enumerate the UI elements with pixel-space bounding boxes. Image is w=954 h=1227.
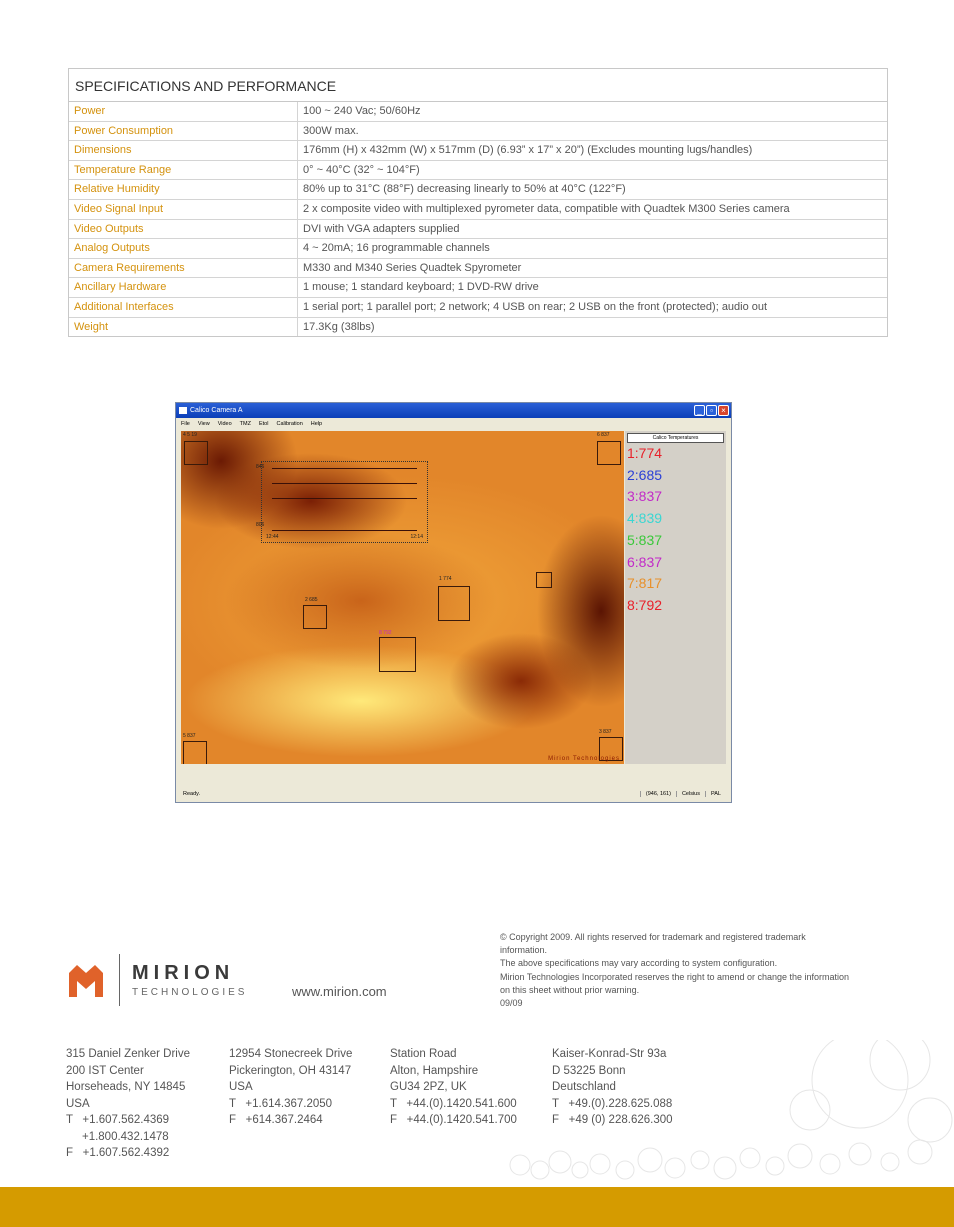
spec-label: Dimensions: [69, 141, 298, 160]
copyright-block: [500, 931, 850, 1010]
app-icon: [179, 407, 187, 414]
status-coords: (946, 161): [640, 791, 676, 797]
temperature-list: [625, 443, 726, 617]
address-line: GU34 2PZ, UK: [390, 1081, 467, 1093]
thermal-view: [181, 431, 624, 764]
status-text: Ready.: [183, 790, 201, 797]
maximize-icon[interactable]: ▫: [706, 405, 717, 416]
spec-label: Video Outputs: [69, 220, 298, 239]
roi-label-3: 3 837: [599, 729, 612, 735]
spec-label: Analog Outputs: [69, 239, 298, 258]
spec-label: Weight: [69, 318, 298, 337]
spec-label: Relative Humidity: [69, 180, 298, 199]
trend-line: [272, 530, 417, 531]
status-unit: Celsius: [676, 791, 705, 797]
menu-item[interactable]: View: [197, 421, 210, 427]
spec-row: [69, 259, 887, 279]
roi-box-8[interactable]: [379, 637, 416, 672]
address-line: Horseheads, NY 14845: [66, 1081, 186, 1093]
temperature-reading: 7:817: [627, 575, 663, 592]
address-line: Pickerington, OH 43147: [229, 1064, 352, 1077]
address-pickerington: [229, 1046, 352, 1129]
roi-box-6[interactable]: [597, 441, 621, 465]
trend-graph: [256, 461, 428, 543]
trend-end: 12:14: [410, 534, 423, 540]
menu-item[interactable]: Help: [310, 421, 323, 427]
address-line: 315 Daniel Zenker Drive: [66, 1048, 191, 1060]
address-line: 200 IST Center: [66, 1064, 144, 1077]
spec-row: [69, 161, 887, 181]
spec-label: Additional Interfaces: [69, 298, 298, 317]
roi-label-8: 8 792: [379, 630, 392, 636]
address-line: Deutschland: [552, 1081, 616, 1093]
mirion-m-icon: [67, 961, 105, 999]
spec-rows: [69, 102, 887, 336]
spec-value: 17.3Kg (38lbs): [303, 320, 375, 333]
copyright-line: Mirion Technologies Incorporated reserves the right to amend or change the information on this sheet without prior warning.: [500, 971, 850, 995]
spec-label: Power Consumption: [69, 122, 298, 141]
spec-row: [69, 122, 887, 142]
spec-label: Video Signal Input: [69, 200, 298, 219]
roi-label-1: 1 774: [439, 576, 452, 582]
roi-label-4: 4 5 19: [183, 432, 197, 438]
address-line: USA: [229, 1081, 253, 1093]
footer-bar: [0, 1187, 954, 1227]
roi-box-1[interactable]: [438, 586, 470, 621]
trend-line: [272, 498, 417, 499]
spec-label: Camera Requirements: [69, 259, 298, 278]
address-line: D 53225 Bonn: [552, 1064, 626, 1077]
spec-value: 1 mouse; 1 standard keyboard; 1 DVD-RW drive: [303, 281, 539, 294]
temperature-reading: 5:837: [627, 531, 663, 548]
address-line: Alton, Hampshire: [390, 1064, 479, 1077]
logo-divider: [119, 954, 120, 1006]
trend-line: [272, 483, 417, 484]
address-line: F +614.367.2464: [229, 1114, 323, 1126]
logo-text: [132, 962, 247, 998]
address-line: F +49 (0) 228.626.300: [552, 1114, 673, 1126]
roi-label-2: 2 685: [305, 597, 318, 603]
spec-table: [68, 68, 888, 337]
minimize-icon[interactable]: _: [694, 405, 705, 416]
menu-item[interactable]: File: [181, 421, 190, 427]
address-line: Station Road: [390, 1048, 457, 1060]
spec-value: 4 ~ 20mA; 16 programmable channels: [303, 242, 490, 255]
menu-item[interactable]: Etol: [258, 421, 269, 427]
spec-label: Ancillary Hardware: [69, 278, 298, 297]
address-bonn: [552, 1046, 673, 1129]
spec-row: [69, 278, 887, 298]
address-line: USA: [66, 1097, 90, 1110]
app-window: [175, 402, 732, 803]
status-mode: PAL: [705, 791, 726, 797]
window-controls: [694, 405, 729, 416]
address-line: +1.800.432.1478: [66, 1130, 169, 1143]
panel-title: Calico Temperatures: [627, 433, 724, 443]
spec-row: [69, 220, 887, 240]
address-line: Kaiser-Konrad-Str 93a: [552, 1048, 667, 1060]
spec-label: Power: [69, 102, 298, 121]
temperature-panel: [625, 431, 726, 764]
trend-ymin: 806: [256, 522, 265, 528]
menu-item[interactable]: Calibration: [276, 421, 303, 427]
status-bar: [181, 788, 726, 799]
temperature-reading: 2:685: [627, 466, 663, 483]
temperature-reading: 1:774: [627, 445, 663, 461]
spec-value: 1 serial port; 1 parallel port; 2 network; 4 USB on rear; 2 USB on the front (protected); audio out: [303, 300, 768, 313]
spec-title: SPECIFICATIONS AND PERFORMANCE: [69, 69, 887, 102]
address-line: T +1.607.562.4369: [66, 1114, 170, 1126]
close-icon[interactable]: ×: [718, 405, 729, 416]
address-alton: [390, 1046, 517, 1129]
spec-value: M330 and M340 Series Quadtek Spyrometer: [303, 261, 522, 274]
website-link[interactable]: www.mirion.com: [292, 984, 387, 999]
menu-item[interactable]: TMZ: [239, 421, 251, 427]
mirion-logo: [67, 954, 247, 1006]
address-line: T +49.(0).228.625.088: [552, 1097, 673, 1110]
spec-value: DVI with VGA adapters supplied: [303, 222, 460, 235]
temperature-reading: 8:792: [627, 596, 663, 613]
spec-row: [69, 102, 887, 122]
image-watermark: Mirion Technologies: [548, 756, 620, 762]
menu-bar: [176, 418, 731, 430]
spec-row: [69, 318, 887, 337]
copyright-line: © Copyright 2009. All rights reserved for trademark and registered trademark information.: [500, 932, 806, 956]
roi-box-4[interactable]: [184, 441, 208, 465]
spec-value: 100 ~ 240 Vac; 50/60Hz: [303, 105, 421, 117]
trend-line: [272, 468, 417, 469]
spec-value: 2 x composite video with multiplexed pyrometer data, compatible with Quadtek M300 Series camera: [303, 202, 790, 215]
copyright-line: 09/09: [500, 998, 523, 1009]
trend-ymax: 846: [256, 464, 265, 470]
window-titlebar: [176, 403, 731, 418]
spec-row: [69, 180, 887, 200]
address-horseheads: [66, 1046, 190, 1162]
roi-label-6: 6 837: [597, 432, 610, 438]
spec-value: 80% up to 31°C (88°F) decreasing linearly to 50% at 40°C (122°F): [303, 183, 626, 196]
brand-sub: TECHNOLOGIES: [132, 987, 248, 998]
roi-box-2[interactable]: [303, 605, 327, 629]
copyright-line: The above specifications may vary according to system configuration.: [500, 958, 778, 969]
address-line: T +1.614.367.2050: [229, 1097, 333, 1110]
address-line: T +44.(0).1420.541.600: [390, 1097, 517, 1110]
roi-box-7[interactable]: [536, 572, 552, 588]
roi-box-5[interactable]: [183, 741, 207, 764]
spec-label: Temperature Range: [69, 161, 298, 180]
spec-value: 176mm (H) x 432mm (W) x 517mm (D) (6.93” x 17” x 20”) (Excludes mounting lugs/handles): [303, 144, 753, 157]
address-line: F +1.607.562.4392: [66, 1147, 170, 1159]
roi-label-5: 5 837: [183, 733, 196, 739]
spec-value: 0° ~ 40°C (32° ~ 104°F): [303, 163, 420, 176]
address-line: F +44.(0).1420.541.700: [390, 1114, 517, 1126]
brand-name: MIRION: [132, 962, 235, 984]
address-line: 12954 Stonecreek Drive: [229, 1048, 353, 1060]
spec-row: [69, 141, 887, 161]
temperature-reading: 3:837: [627, 488, 663, 505]
temperature-reading: 6:837: [627, 553, 663, 570]
spec-row: [69, 200, 887, 220]
menu-item[interactable]: Video: [217, 421, 232, 427]
temperature-reading: 4:839: [627, 510, 663, 527]
window-title: Calico Camera A: [190, 407, 243, 414]
thermal-image: [181, 431, 624, 764]
spec-row: [69, 298, 887, 318]
trend-start: 12:44: [266, 534, 279, 540]
spec-row: [69, 239, 887, 259]
spec-value: 300W max.: [303, 124, 359, 137]
